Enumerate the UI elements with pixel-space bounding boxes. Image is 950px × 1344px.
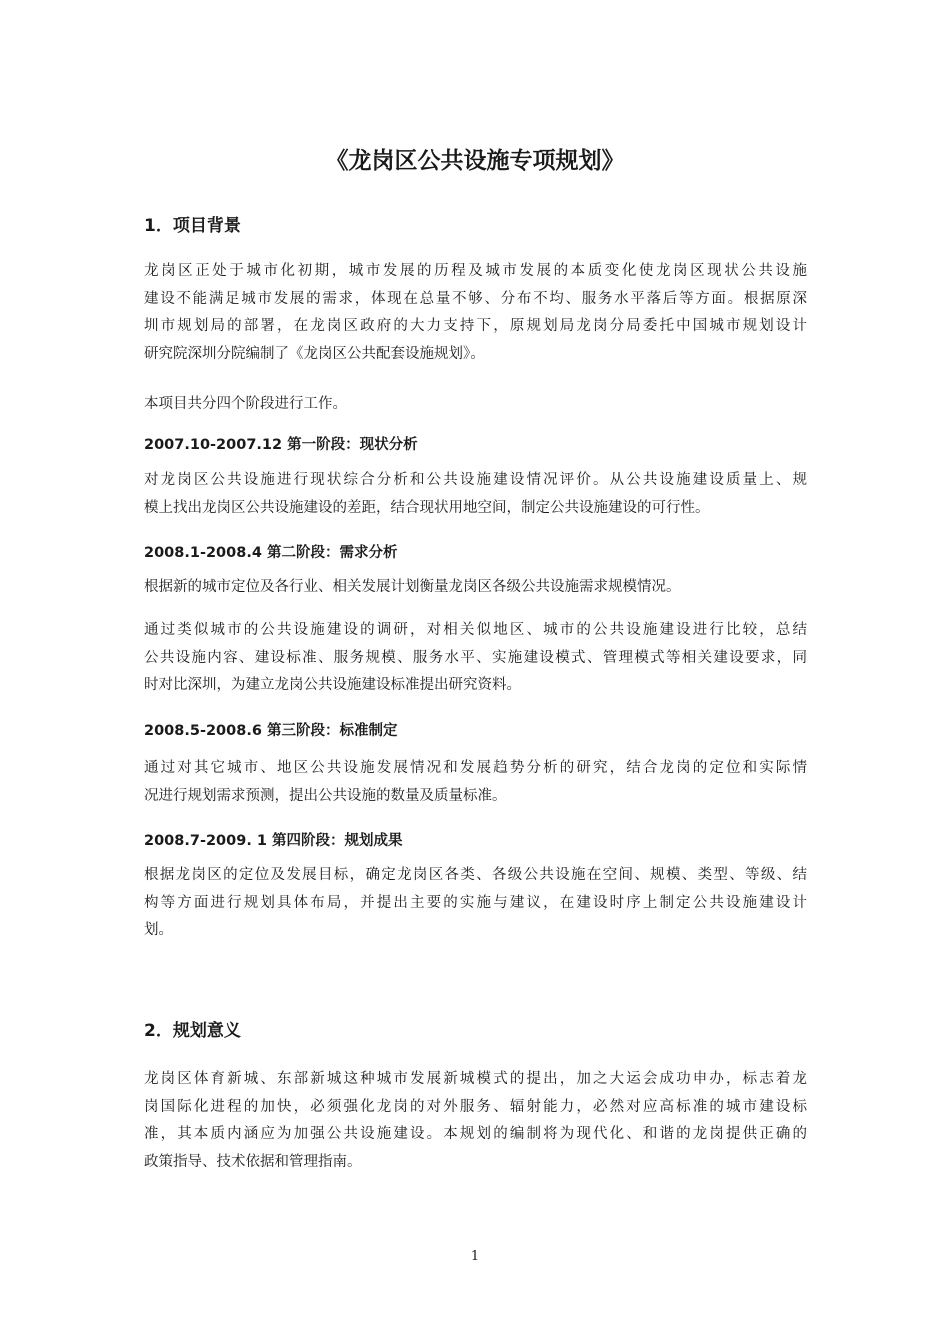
phase4-paragraph — [144, 862, 807, 945]
text-line: 政策指导、技术依据和管理指南。 — [144, 1153, 362, 1170]
text-line: 构等方面进行规划具体布局，并提出主要的实施与建议，在建设时序上制定公共设施建设计 — [144, 894, 807, 911]
text-line: 时对比深圳，为建立龙岗公共设施建设标准提出研究资料。 — [144, 677, 521, 693]
text-line: 根据龙岗区的定位及发展目标，确定龙岗区各类、各级公共设施在空间、规模、类型、等级、结 — [144, 867, 807, 883]
section-heading-background: 1．项目背景 — [144, 216, 241, 236]
text-line: 况进行规划需求预测，提出公共设施的数量及质量标准。 — [144, 787, 507, 804]
text-line: 对龙岗区公共设施进行现状综合分析和公共设施建设情况评价。从公共设施建设质量上、规 — [144, 472, 807, 488]
text-line: 模上找出龙岗区公共设施建设的差距，结合现状用地空间，制定公共设施建设的可行性。 — [144, 499, 710, 516]
phase2-paragraph-1 — [144, 574, 807, 602]
text-line: 岗国际化进程的加快，必须强化龙岗的对外服务、辐射能力，必然对应高标准的城市建设标 — [144, 1098, 807, 1115]
document-title: 《龙岗区公共设施专项规划》 — [325, 148, 625, 174]
text-line: 通过类似城市的公共设施建设的调研，对相关似地区、城市的公共设施建设进行比较，总结 — [144, 622, 807, 638]
phase1-paragraph — [144, 467, 807, 522]
phase2-paragraph-2 — [144, 617, 807, 700]
phase1-heading: 2007.10-2007.12 第一阶段：现状分析 — [144, 437, 418, 453]
phases-intro-paragraph — [144, 391, 807, 419]
text-line: 公共设施内容、建设标准、服务规模、服务水平、实施建设模式、管理模式等相关建设要求，同 — [144, 649, 807, 666]
text-line: 本项目共分四个阶段进行工作。 — [144, 396, 347, 412]
phase3-paragraph — [144, 755, 807, 810]
significance-paragraph — [144, 1066, 807, 1176]
phase4-heading: 2008.7-2009. 1 第四阶段：规划成果 — [144, 833, 403, 849]
text-line: 圳市规划局的部署，在龙岗区政府的大力支持下，原规划局龙岗分局委托中国城市规划设计 — [144, 318, 807, 334]
text-line: 划。 — [144, 922, 173, 938]
text-line: 根据新的城市定位及各行业、相关发展计划衡量龙岗区各级公共设施需求规模情况。 — [144, 579, 681, 595]
section-heading-significance: 2．规划意义 — [144, 1021, 241, 1041]
text-line: 准，其本质内涵应为加强公共设施建设。本规划的编制将为现代化、和谐的龙岗提供正确的 — [144, 1126, 807, 1142]
page-number: 1 — [470, 1249, 480, 1264]
phase2-heading: 2008.1-2008.4 第二阶段：需求分析 — [144, 545, 398, 561]
text-line: 龙岗区体育新城、东部新城这种城市发展新城模式的提出，加之大运会成功申办，标志着龙 — [144, 1071, 807, 1087]
text-line: 研究院深圳分院编制了《龙岗区公共配套设施规划》。 — [144, 345, 485, 362]
text-line: 龙岗区正处于城市化初期，城市发展的历程及城市发展的本质变化使龙岗区现状公共设施 — [144, 263, 807, 279]
text-line: 通过对其它城市、地区公共设施发展情况和发展趋势分析的研究，结合龙岗的定位和实际情 — [144, 760, 807, 776]
background-paragraph — [144, 258, 807, 368]
phase3-heading: 2008.5-2008.6 第三阶段：标准制定 — [144, 723, 398, 739]
text-line: 建设不能满足城市发展的需求，体现在总量不够、分布不均、服务水平落后等方面。根据原深 — [144, 290, 807, 307]
